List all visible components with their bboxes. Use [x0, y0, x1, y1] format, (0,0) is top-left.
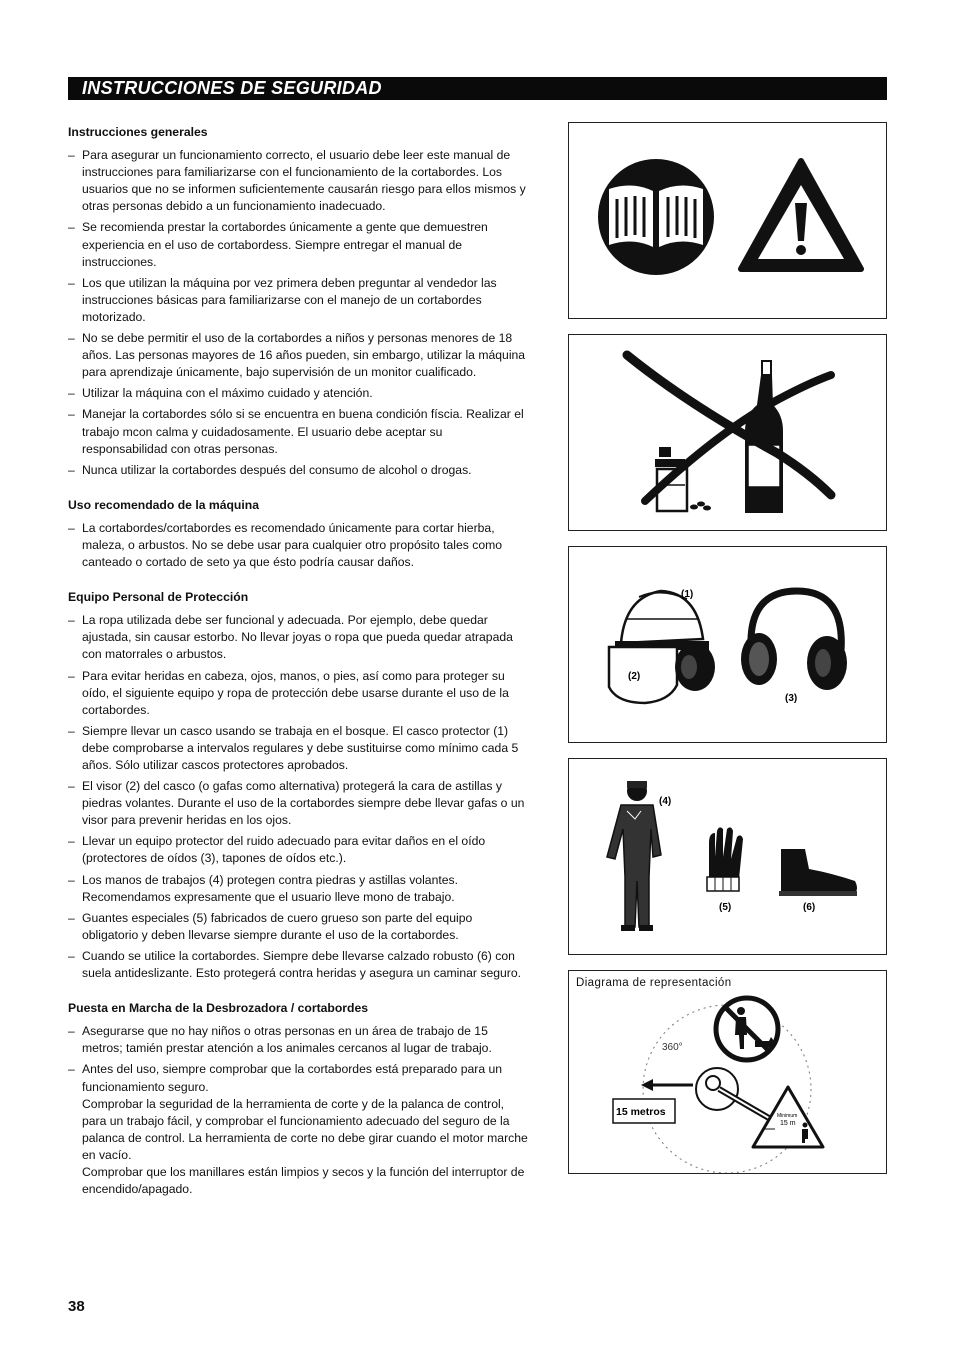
list-item	[68, 1023, 530, 1057]
list-item-text: Para evitar heridas en cabeza, ojos, manos, o pies, así como para proteger su oído, el siguiente equipo y ropa de protección debe usarse durante el uso de la cortabordes.	[82, 668, 509, 717]
page-number: 38	[68, 1298, 85, 1315]
read-manual-icon	[598, 159, 714, 275]
list-item	[68, 910, 530, 944]
list-item-text: Manejar la cortabordes sólo si se encuentra en buena condición físcia. Realizar el trabajo mcon calma y cuidadosamente. El usuario debe aceptar su responsabilidad con otras personas.	[82, 407, 524, 456]
list-item	[68, 778, 530, 829]
list-item	[68, 612, 530, 663]
label-coverall: (4)	[659, 796, 672, 807]
text-column	[68, 124, 530, 1216]
label-gloves: (5)	[719, 902, 732, 913]
bullet-dash: –	[68, 386, 75, 401]
list-item	[68, 219, 530, 270]
bullet-dash: –	[68, 872, 75, 887]
bullet-dash: –	[68, 407, 75, 422]
list-item	[68, 406, 530, 457]
figure-safety-distance-diagram	[568, 970, 887, 1174]
bullet-dash: –	[68, 668, 75, 683]
bullet-dash: –	[68, 148, 75, 163]
bullet-dash: –	[68, 462, 75, 477]
list-item-text: No se debe permitir el uso de la cortabordes a niños y personas menores de 18 años. Las personas mayores de 16 años pueden, sin embargo, utilizar la máquina para aprendizaje únicamente, bajo supervisión de un monitor cualificado.	[82, 331, 526, 380]
bullet-dash: –	[68, 275, 75, 290]
list-item-text: Los manos de trabajos (4) protegen contra piedras y astillas volantes. Recomendamos expresamente que el usuario lleve mono de trabajo.	[82, 872, 458, 904]
no-people-pets-sign-icon	[716, 998, 778, 1060]
diagram-title: Diagrama de representación	[576, 977, 732, 989]
list-item-text: Para asegurar un funcionamiento correcto, el usuario debe leer este manual de instrucciones para familiarizarse con el funcionamiento de la cortabordes. Los usuarios que no se informen suficientemente causarán riesgo para ellos mismos y otras personas debido a un funcionamiento inadecuado.	[82, 148, 526, 214]
figure-no-alcohol-drugs	[568, 334, 887, 531]
list-item-text: La ropa utilizada debe ser funcional y adecuada. Por ejemplo, debe quedar ajustada, sin causar estorbo. No llevar joyas o ropa que pueda quedar atrapada con matorrales o arbustos.	[82, 613, 513, 662]
list-item	[68, 833, 530, 867]
list-item-text: Utilizar la máquina con el máximo cuidado y atención.	[82, 386, 373, 401]
section	[68, 589, 530, 982]
boot-icon	[779, 849, 857, 896]
section-title: Equipo Personal de Protección	[68, 590, 249, 605]
list-item-text: Nunca utilizar la cortabordes después del consumo de alcohol o drogas.	[82, 462, 472, 477]
list-item	[68, 385, 530, 402]
bullet-dash: –	[68, 520, 75, 535]
list-item	[68, 330, 530, 381]
list-item	[68, 462, 530, 479]
warning-triangle-icon	[741, 161, 861, 269]
section	[68, 124, 530, 479]
list-item	[68, 948, 530, 982]
section	[68, 497, 530, 571]
bullet-dash: –	[68, 948, 75, 963]
list-item	[68, 147, 530, 215]
section-title: Uso recomendado de la máquina	[68, 497, 259, 512]
figure-read-manual-warning	[568, 122, 887, 319]
worker-coverall-icon	[607, 781, 661, 931]
list-item-text: Llevar un equipo protector del ruido adecuado para evitar daños en el oído (protectores de oídos (3), tapones de oídos etc.).	[82, 834, 486, 866]
list-item	[68, 872, 530, 906]
bullet-dash: –	[68, 220, 75, 235]
bullet-dash: –	[68, 613, 75, 628]
page-title: INSTRUCCIONES DE SEGURIDAD	[82, 78, 382, 98]
list-item	[68, 1061, 530, 1198]
list-item-text: La cortabordes/cortabordes es recomendado únicamente para cortar hierba, maleza, o arbustos. No se debe usar para cualquier otro propósito tales como canteado o cortado de seto ya que ésto podría causar daños.	[82, 520, 503, 570]
arrow-left-icon	[641, 1079, 693, 1091]
figure-helmet-earmuffs	[568, 546, 887, 743]
list-item-text: Se recomienda prestar la cortabordes únicamente a gente que demuestren experiencia en el uso de cortabordess. Siempre entregar el manual de instrucciones.	[82, 220, 488, 269]
list-item	[68, 275, 530, 326]
ear-muffs-icon	[741, 591, 847, 690]
list-item	[68, 520, 530, 571]
angle-label: 360°	[662, 1042, 683, 1053]
section-title: Instrucciones generales	[68, 125, 208, 139]
header-bar	[68, 77, 887, 100]
list-item-text: Asegurarse que no hay niños o otras personas en un área de trabajo de 15 metros; tamién prestar atención a los animales cercanos al lugar de trabajo.	[82, 1024, 492, 1056]
bullet-dash: –	[68, 723, 75, 738]
list-item	[68, 668, 530, 719]
glove-icon	[707, 827, 743, 891]
label-boots: (6)	[803, 902, 816, 913]
list-item-text: Guantes especiales (5) fabricados de cuero grueso son parte del equipo obligatorio y deben llevarse siempre durante el uso de la cortabordes.	[82, 910, 473, 942]
bullet-dash: –	[68, 1024, 75, 1039]
bullet-dash: –	[68, 779, 75, 794]
list-item-text: Antes del uso, siempre comprobar que la cortabordes está preparado para un funcionamiento seguro. Comprobar la seguridad de la herramienta de corte y de la palanca de control, para un trabajo fácil, y comprobar el funcionamiento adecuado del seguro de la palanca de control. La herramienta de corte no debe girar cuando el motor marche en vacío. Comprobar que los manillares están limpios y secos y la función del interruptor de encendido/apagado.	[82, 1062, 528, 1197]
list-item-text: Los que utilizan la máquina por vez primera deben preguntar al vendedor las instrucciones básicas para familiarizarse con el manejo de un cortabordes motorizado.	[82, 275, 497, 324]
sign-distance-text: 15 m	[780, 1120, 796, 1127]
figure-clothing-gloves-boots	[568, 758, 887, 955]
label-visor: (2)	[628, 671, 641, 682]
label-helmet: (1)	[681, 589, 694, 600]
section	[68, 1000, 530, 1198]
list-item-text: Cuando se utilice la cortabordes. Siempre debe llevarse calzado robusto (6) con suela antideslizante. Esto protegerá contra heridas y asegura un caminar seguro.	[82, 948, 522, 981]
bullet-dash: –	[68, 1062, 75, 1077]
bullet-dash: –	[68, 331, 75, 346]
trimmer-head-icon	[696, 1068, 774, 1121]
list-item	[68, 723, 530, 774]
label-earmuffs: (3)	[785, 693, 798, 704]
list-item-text: Siempre llevar un casco usando se trabaja en el bosque. El casco protector (1) debe comprobarse a intervalos regulares y debe sustituirse como mínimo cada 5 años. Sólo utilizar cascos protectores aprobados.	[82, 723, 519, 772]
section-title: Puesta en Marcha de la Desbrozadora / cortabordes	[68, 1001, 369, 1016]
bullet-dash: –	[68, 910, 75, 925]
bullet-dash: –	[68, 834, 75, 849]
distance-label: 15 metros	[616, 1106, 666, 1118]
sign-minimum-text: Minimum	[777, 1113, 798, 1119]
list-item-text: El visor (2) del casco (o gafas como alternativa) protegerá la cara de astillas y piedras volantes. Durante el uso de la cortabordes siempre debe llevar gafas o un visor para prevenir heridas en los ojos.	[82, 779, 525, 828]
helmet-visor-icon	[609, 591, 715, 703]
